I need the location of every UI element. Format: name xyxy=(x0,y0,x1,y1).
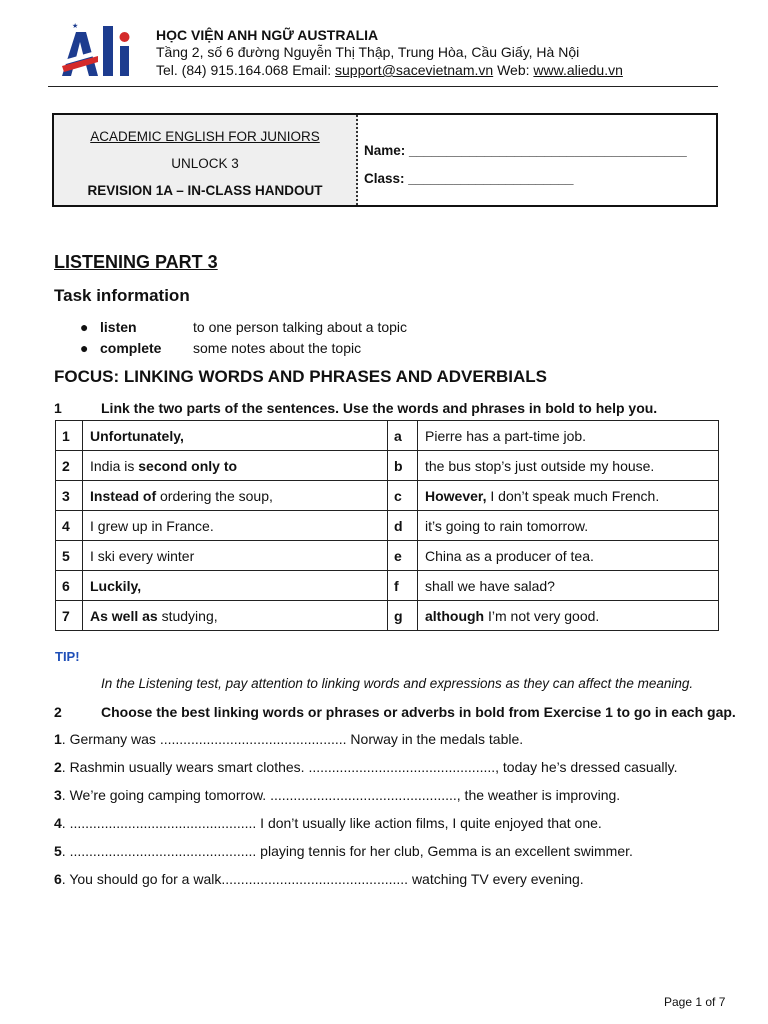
exercise1-instruction: Link the two parts of the sentences. Use the words and phrases in bold to help you. xyxy=(101,400,658,416)
bullet-icon: ● xyxy=(80,340,89,356)
web-prefix: Web: xyxy=(493,62,534,78)
sentence-end xyxy=(418,601,719,631)
tip-text: In the Listening test, pay attention to linking words and expressions as they can affect the meaning. xyxy=(101,676,694,691)
item-number: 3 xyxy=(54,787,62,803)
class-field[interactable]: Class: ______________________ xyxy=(364,171,574,186)
item-number: 6 xyxy=(54,871,62,887)
sentence-end-rest: Pierre has a part-time job. xyxy=(425,427,587,444)
sentence-start-bold: As well as xyxy=(90,607,158,624)
gap-fill-item xyxy=(54,843,633,859)
svg-text:★: ★ xyxy=(72,23,79,30)
row-letter: e xyxy=(388,541,418,571)
sentence-end-rest: shall we have salad? xyxy=(425,577,555,594)
item-number: 1 xyxy=(54,731,62,747)
task-heading: Task information xyxy=(54,286,190,305)
org-address: Tầng 2, số 6 đường Nguyễn Thị Thập, Trung Hòa, Cầu Giấy, Hà Nội xyxy=(156,44,580,60)
item-number: 5 xyxy=(54,843,62,859)
sentence-start xyxy=(83,601,388,631)
bullet-word: complete xyxy=(100,340,162,356)
table-row xyxy=(56,481,719,511)
table-row xyxy=(56,541,719,571)
focus-heading: FOCUS: LINKING WORDS AND PHRASES AND ADVERBIALS xyxy=(54,367,548,386)
page-number: Page 1 of 7 xyxy=(664,995,726,1009)
email-link[interactable]: support@sacevietnam.vn xyxy=(335,62,494,78)
sentence-end-rest: I don’t speak much French. xyxy=(486,487,660,504)
handout-title: REVISION 1A – IN-CLASS HANDOUT xyxy=(87,183,323,198)
gap-fill-item xyxy=(54,815,602,831)
matching-table xyxy=(55,420,719,631)
table-row xyxy=(56,421,719,451)
sentence-start-pre: India is xyxy=(90,457,139,474)
gap-fill-item xyxy=(54,871,584,887)
exercise2-number: 2 xyxy=(54,704,62,720)
sentence-start xyxy=(83,421,388,451)
sentence-start xyxy=(83,451,388,481)
ali-logo xyxy=(58,18,138,80)
sentence-end-bold: although xyxy=(425,607,485,624)
sentence-start xyxy=(83,511,388,541)
sentence-end-rest: China as a producer of tea. xyxy=(425,547,594,564)
row-letter: c xyxy=(388,481,418,511)
row-number: 4 xyxy=(56,511,83,541)
row-letter: f xyxy=(388,571,418,601)
org-contact xyxy=(156,62,623,78)
bullet-icon: ● xyxy=(80,319,89,335)
item-text[interactable]: . ................................................ playing tennis for her club, Gemma is an excellent swimmer. xyxy=(61,843,633,859)
bullet-desc: to one person talking about a topic xyxy=(193,319,408,335)
section-title: LISTENING PART 3 xyxy=(54,252,218,272)
item-text[interactable]: . ................................................ I don’t usually like action films, I quite enjoyed that one. xyxy=(61,815,602,831)
sentence-start-bold: Instead of xyxy=(90,487,157,504)
sentence-end xyxy=(418,511,719,541)
course-info-left xyxy=(54,115,358,205)
sentence-start-bold: Unfortunately, xyxy=(90,427,184,444)
row-number: 6 xyxy=(56,571,83,601)
sentence-start-pre: I ski every winter xyxy=(90,547,195,564)
bullet-desc: some notes about the topic xyxy=(193,340,362,356)
sentence-end xyxy=(418,571,719,601)
sentence-start xyxy=(83,541,388,571)
sentence-start xyxy=(83,571,388,601)
tel-text: Tel. (84) 915.164.068 Email: xyxy=(156,62,335,78)
header-divider xyxy=(48,86,718,87)
item-text[interactable]: . Rashmin usually wears smart clothes. ................................................, today he’s dressed casually. xyxy=(61,759,678,775)
sentence-end xyxy=(418,421,719,451)
row-number: 7 xyxy=(56,601,83,631)
table-row xyxy=(56,601,719,631)
course-title: ACADEMIC ENGLISH FOR JUNIORS xyxy=(90,129,320,144)
name-field[interactable]: Name: _____________________________________ xyxy=(364,143,687,158)
exercise2-instruction: Choose the best linking words or phrases or adverbs in bold from Exercise 1 to go in each gap. xyxy=(101,704,736,720)
row-number: 1 xyxy=(56,421,83,451)
gap-fill-item xyxy=(54,759,678,775)
item-text[interactable]: . You should go for a walk................................................ watching TV every evening. xyxy=(61,871,584,887)
row-letter: d xyxy=(388,511,418,541)
book-title: UNLOCK 3 xyxy=(171,156,239,171)
item-text[interactable]: . We’re going camping tomorrow. ................................................, the weather is improving. xyxy=(61,787,621,803)
table-row xyxy=(56,511,719,541)
sentence-end xyxy=(418,451,719,481)
tip-label: TIP! xyxy=(55,649,80,664)
sentence-start-bold: second only to xyxy=(138,457,238,474)
sentence-end-rest: it’s going to rain tomorrow. xyxy=(425,517,589,534)
sentence-start-pre: I grew up in France. xyxy=(90,517,214,534)
gap-fill-item xyxy=(54,787,620,803)
row-letter: a xyxy=(388,421,418,451)
web-link[interactable]: www.aliedu.vn xyxy=(533,62,623,78)
bullet-word: listen xyxy=(100,319,137,335)
row-letter: g xyxy=(388,601,418,631)
course-info-box xyxy=(52,113,718,207)
item-number: 2 xyxy=(54,759,62,775)
row-number: 3 xyxy=(56,481,83,511)
sentence-end-bold: However, xyxy=(425,487,487,504)
row-number: 2 xyxy=(56,451,83,481)
item-text[interactable]: . Germany was ................................................ Norway in the medals table. xyxy=(61,731,524,747)
item-number: 4 xyxy=(54,815,62,831)
sentence-start-bold: Luckily, xyxy=(90,577,142,594)
sentence-end xyxy=(418,481,719,511)
sentence-start xyxy=(83,481,388,511)
row-number: 5 xyxy=(56,541,83,571)
table-row xyxy=(56,571,719,601)
sentence-start-rest: ordering the soup, xyxy=(156,487,273,504)
sentence-end-rest: I’m not very good. xyxy=(484,607,600,624)
org-name: HỌC VIỆN ANH NGỮ AUSTRALIA xyxy=(156,27,379,43)
sentence-end xyxy=(418,541,719,571)
exercise1-number: 1 xyxy=(54,400,62,416)
sentence-end-rest: the bus stop’s just outside my house. xyxy=(425,457,655,474)
table-row xyxy=(56,451,719,481)
gap-fill-item xyxy=(54,731,523,747)
sentence-start-rest: studying, xyxy=(157,607,218,624)
row-letter: b xyxy=(388,451,418,481)
